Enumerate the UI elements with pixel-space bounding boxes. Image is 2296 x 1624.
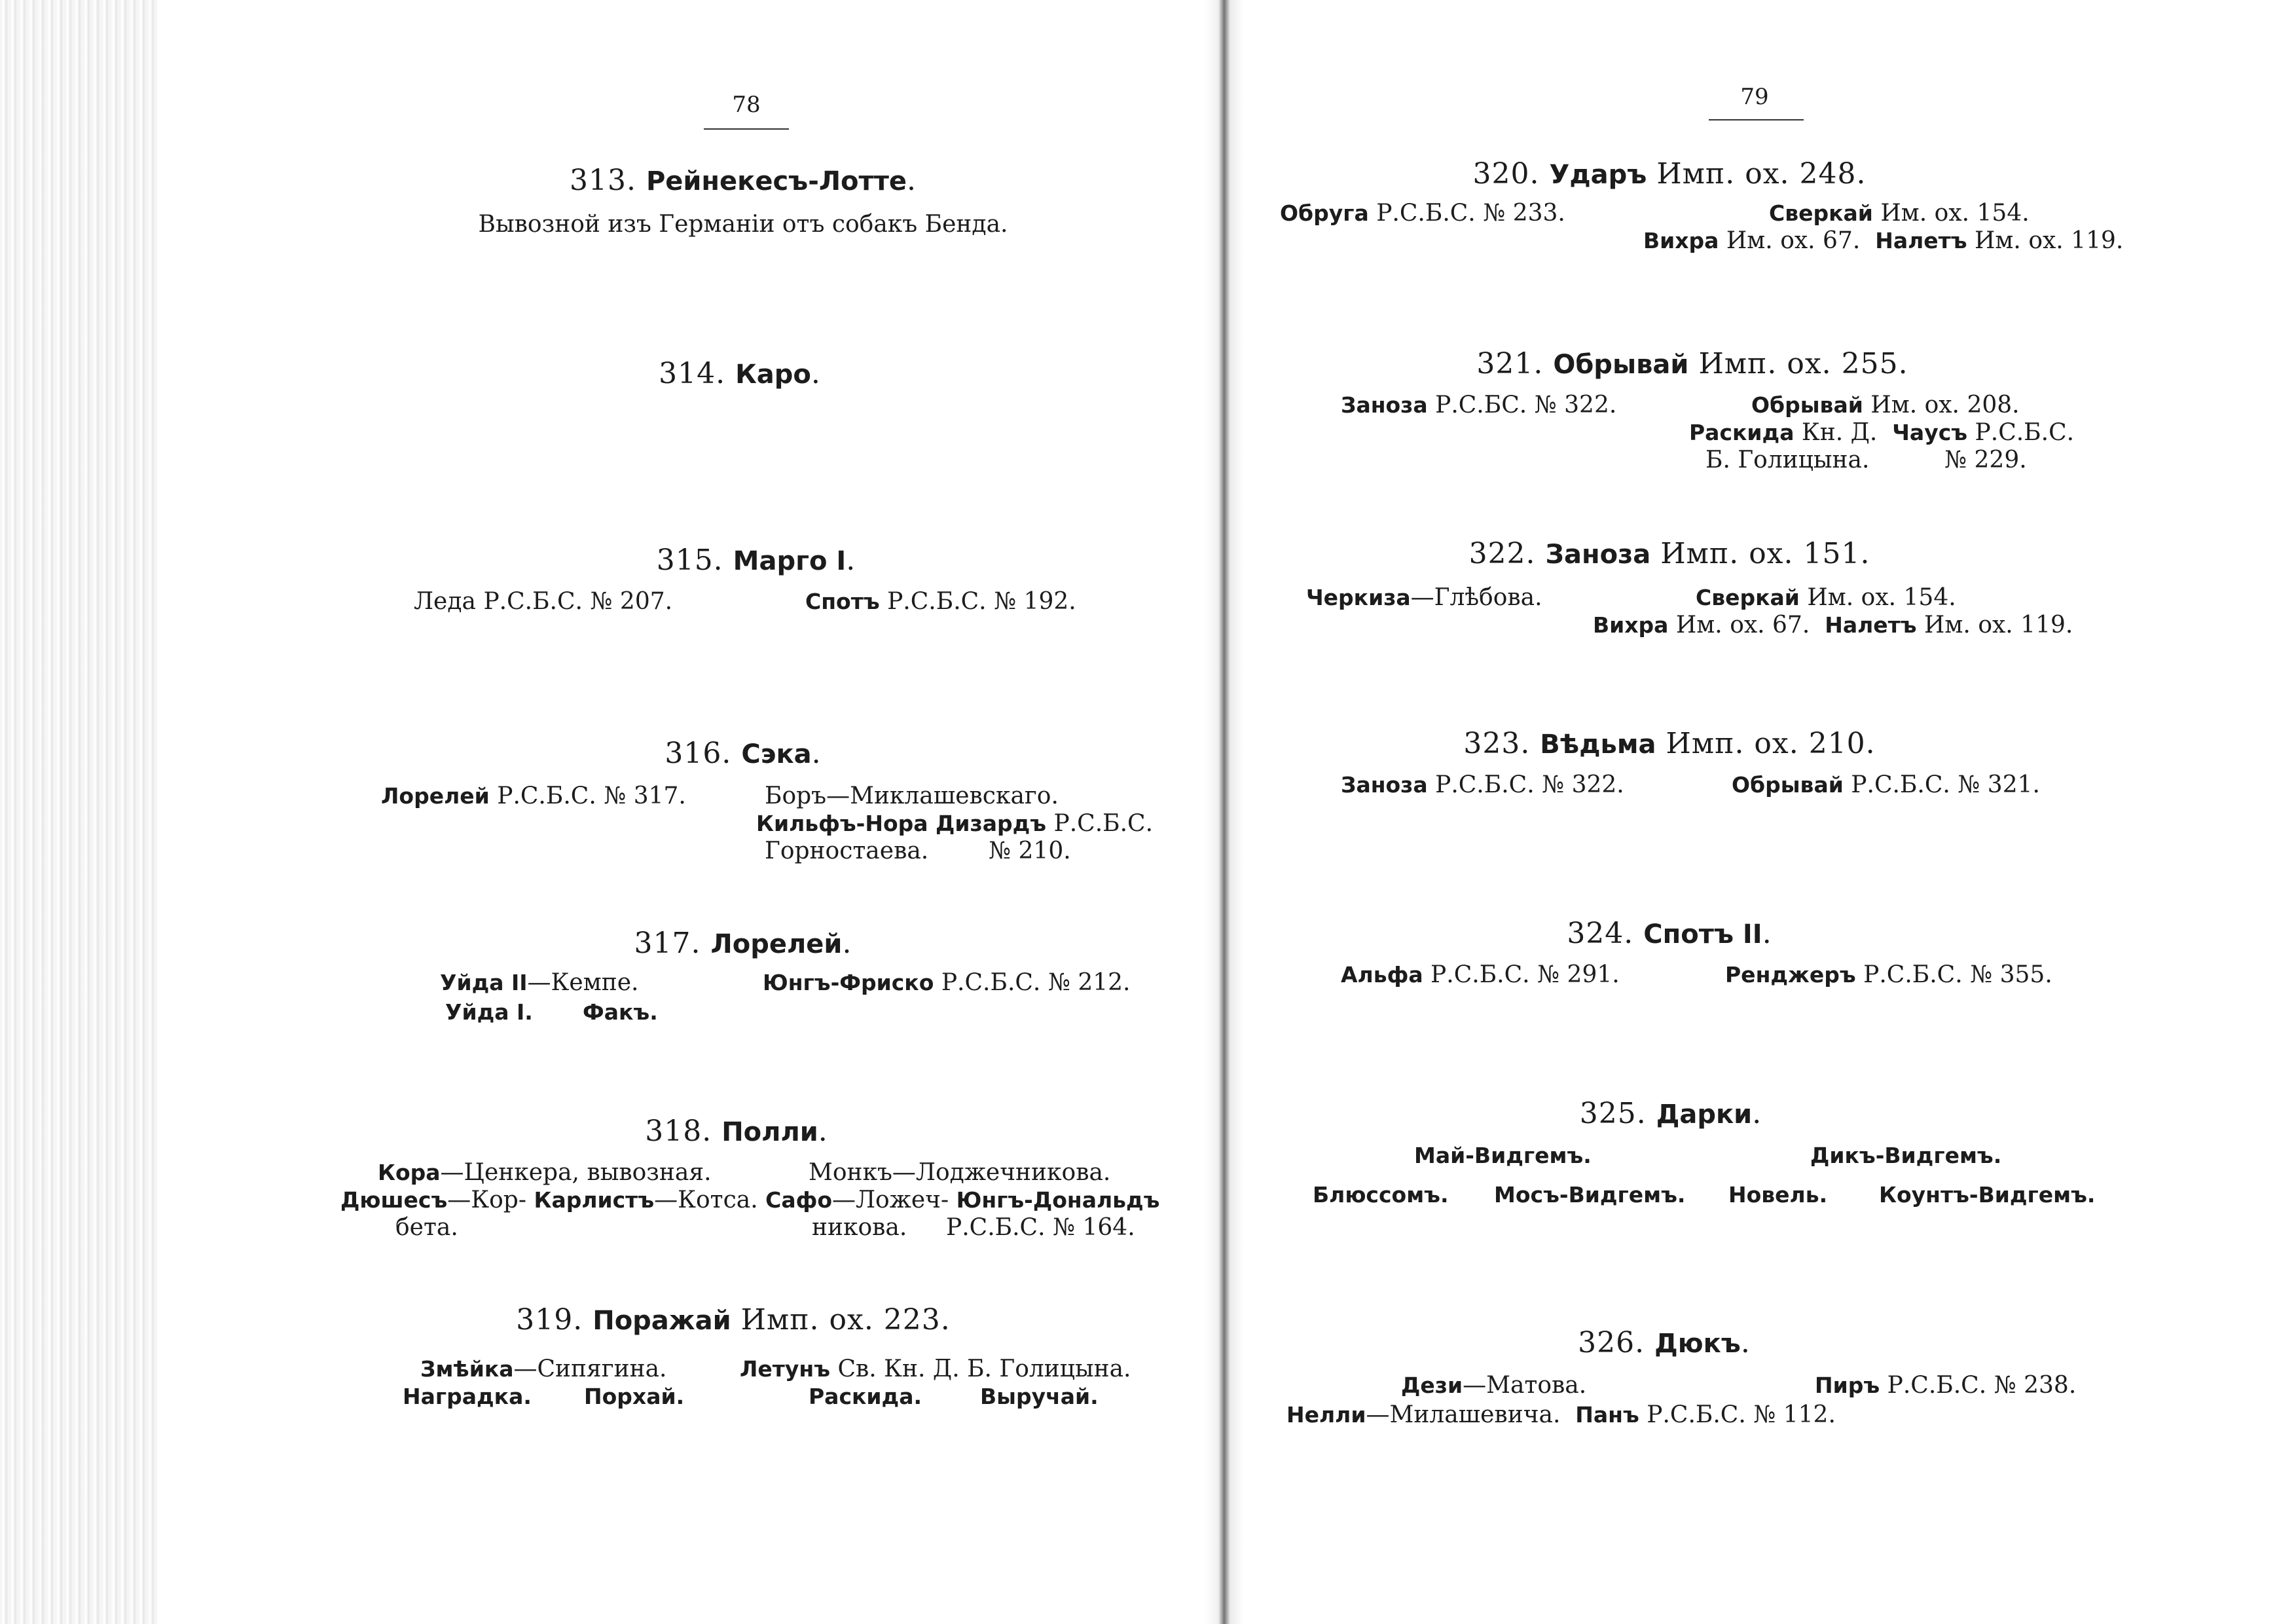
grandsire-name: Налетъ: [1825, 612, 1917, 638]
entry-title-319: [516, 1303, 951, 1337]
entry-number: 324.: [1567, 917, 1634, 950]
page-number: 78: [732, 92, 761, 118]
grandsire-name: Мосъ-Видгемъ.: [1494, 1182, 1686, 1208]
sire-name: Обрывай: [1732, 772, 1844, 798]
entry-title-316: [665, 737, 821, 770]
title-period: .: [811, 357, 821, 390]
entry-title-326: [1578, 1326, 1751, 1359]
granddam2: [809, 1383, 922, 1410]
granddam2-owner: —Ложеч-: [832, 1187, 949, 1213]
dam-name: Дези: [1401, 1373, 1463, 1398]
title-period: .: [846, 544, 856, 577]
dog-name: Обрывай: [1553, 350, 1689, 380]
dam-owner: —Матова.: [1463, 1372, 1587, 1399]
dam-name: Обруга: [1280, 200, 1369, 226]
grandsire2-registration: Р.С.Б.С. № 164.: [946, 1214, 1135, 1241]
entry-number: 321.: [1476, 347, 1544, 380]
dam-name: Черкиза: [1306, 585, 1411, 610]
granddam-name: Дюшесъ: [340, 1187, 448, 1213]
page-number: 79: [1740, 84, 1769, 110]
granddam-registration: Им. ох. 67.: [1726, 227, 1861, 254]
sire-name: Обрывай: [1751, 392, 1863, 418]
entry-title-324: [1567, 917, 1772, 950]
grandsire-name: Панъ: [1575, 1402, 1639, 1428]
dam: [1280, 200, 1565, 227]
entry-title-315: [657, 544, 856, 577]
entry-number: 315.: [656, 544, 723, 577]
granddam-owner: Горностаева.: [765, 838, 929, 864]
sire: [1815, 1372, 2076, 1399]
sire-owner: Св. Кн. Д. Б. Голицына.: [837, 1356, 1131, 1382]
entry-number: 326.: [1578, 1326, 1645, 1359]
page-number-rule: [1709, 119, 1804, 120]
grandsire-name: Чаусъ: [1892, 420, 1968, 445]
dog-name: Вѣдьма: [1540, 729, 1656, 760]
entry-title-323: [1463, 727, 1875, 760]
entry-number: 313.: [569, 164, 636, 197]
dam-name: Змѣйка: [420, 1356, 514, 1382]
dam-owner: —Кемпе.: [527, 969, 639, 996]
dam-registration: Р.С.Б.С. № 322.: [1435, 771, 1624, 798]
grandsire2-name: Юнгъ-Дональдъ: [956, 1187, 1160, 1213]
dam: [378, 1159, 712, 1186]
grandsire-name: Факъ.: [583, 999, 658, 1025]
granddam-name: Блюссомъ.: [1313, 1182, 1449, 1208]
entry-title-314: [659, 357, 821, 390]
kennel-registration: Имп. ох. 151.: [1660, 537, 1870, 570]
dam-name: Заноза: [1341, 772, 1428, 798]
entry-number: 317.: [634, 927, 701, 960]
grandsire-number: № 210.: [989, 838, 1071, 864]
dam-name: Май-Видгемъ.: [1414, 1143, 1592, 1168]
granddam-name: Нелли: [1286, 1402, 1366, 1428]
entry-number: 316.: [665, 737, 732, 770]
entry-title-321: [1476, 347, 1908, 380]
granddam-owner: Кн. Д.: [1801, 419, 1878, 446]
grandsire2: [980, 1383, 1099, 1410]
grandsire-name: Порхай.: [584, 1384, 685, 1409]
kennel-registration: Имп. ох. 223.: [740, 1303, 951, 1337]
granddam-owner-cont: Б. Голицына.: [1705, 447, 1870, 473]
right-page: [1224, 0, 2296, 1624]
granddam: [445, 999, 533, 1025]
page-number-rule: [704, 128, 789, 130]
title-period: .: [907, 164, 917, 197]
sire-registration: Р.С.Б.С. № 212.: [941, 969, 1131, 996]
sire-registration: Р.С.Б.С. № 238.: [1887, 1372, 2077, 1399]
sire-registration: Р.С.Б.С. № 192.: [887, 588, 1076, 615]
sire-registration: Р.С.Б.С. № 321.: [1851, 771, 2040, 798]
sire: [1696, 584, 1956, 611]
sire-name: Монкъ—Лоджечникова.: [809, 1159, 1111, 1186]
sire-registration: Им. ох. 154.: [1880, 200, 2030, 227]
dam: [1306, 584, 1542, 611]
sire-name: Сверкай: [1696, 585, 1800, 610]
granddam-name: Вихра: [1593, 612, 1669, 638]
granddam-name: Кильфъ-Нора: [756, 811, 928, 836]
granddam-name: Вихра: [1643, 228, 1719, 253]
kennel-registration: Имп. ох. 248.: [1656, 157, 1867, 191]
entry-title-325: [1580, 1097, 1762, 1130]
dam-registration: Р.С.Б.С. № 317.: [497, 783, 686, 809]
dam-registration: Р.С.Б.С. № 233.: [1376, 200, 1565, 227]
sire-name: Летунъ: [740, 1356, 831, 1382]
grandsire-name: Карлистъ: [534, 1187, 655, 1213]
title-period: .: [811, 737, 822, 770]
sire-registration: Им. ох. 208.: [1870, 392, 2020, 418]
grandsire2-name: Коунтъ-Видгемъ.: [1879, 1182, 2096, 1208]
dog-name: Дарки: [1656, 1099, 1753, 1130]
granddam2-name: Сафо: [765, 1187, 833, 1213]
dog-name: Полли: [721, 1117, 818, 1147]
title-period: .: [818, 1115, 828, 1148]
dog-name: Заноза: [1545, 540, 1651, 570]
entry-text-313: Вывозной изъ Германіи отъ собакъ Бенда.: [478, 211, 1008, 238]
grandsire-name: Дизардъ: [936, 811, 1047, 836]
dog-name: Марго I: [733, 546, 847, 576]
grandsire-registration: Р.С.Б.С. № 112.: [1647, 1401, 1836, 1428]
sire: [763, 969, 1130, 996]
dam-name: Кора: [378, 1160, 441, 1185]
kennel-registration: Имп. ох. 210.: [1666, 727, 1876, 760]
dog-name: Лорелей: [710, 929, 843, 959]
dam-registration: Р.С.Б.С. № 207.: [483, 588, 673, 615]
granddam2-owner-cont: никова.: [812, 1214, 907, 1241]
dam: [381, 783, 686, 809]
grandparents-row: [1286, 1401, 1836, 1428]
kennel-registration: Имп. ох. 255.: [1698, 347, 1908, 380]
dam: [1341, 771, 1624, 798]
grandparents-row: [1689, 419, 2074, 446]
entry-number: 314.: [659, 357, 726, 390]
title-period: .: [842, 927, 852, 960]
entry-title-317: [634, 927, 852, 960]
entry-number: 318.: [645, 1115, 712, 1148]
grandsire-registration: Им. ох. 119.: [1924, 612, 2073, 638]
sire: Боръ—Миклашевскаго.: [765, 783, 1059, 809]
title-period: .: [1762, 917, 1772, 950]
grandsire-registration: Им. ох. 119.: [1975, 227, 2124, 254]
dam: [1341, 392, 1616, 418]
grandparents-row: [1593, 612, 2073, 638]
granddam-owner: —Кор-: [447, 1187, 527, 1213]
dam: [414, 588, 672, 615]
entry-number: 322.: [1468, 537, 1536, 570]
dam: [1341, 961, 1620, 988]
granddam: [403, 1383, 532, 1410]
sire-name: Ренджеръ: [1725, 962, 1856, 987]
dog-name: Каро: [735, 360, 811, 390]
sire: [1769, 200, 2030, 227]
grandsire: [584, 1383, 684, 1410]
sire: [740, 1356, 1131, 1382]
entry-title-318: [645, 1115, 828, 1148]
granddam-name: Раскида: [1689, 420, 1795, 445]
granddam2-name: Раскида.: [809, 1384, 922, 1409]
grandsire-name: Налетъ: [1875, 228, 1967, 253]
sire: [805, 588, 1076, 615]
sire-registration: Р.С.Б.С. № 355.: [1863, 961, 2052, 988]
sire: [809, 1159, 1110, 1186]
title-period: .: [1752, 1097, 1762, 1130]
granddam2-name: Новель.: [1728, 1182, 1828, 1208]
sire-name: Спотъ: [805, 589, 880, 614]
dam: [420, 1356, 667, 1382]
title-period: .: [1740, 1326, 1751, 1359]
entry-number: 319.: [516, 1303, 583, 1337]
grandsire-number: № 229.: [1944, 447, 2027, 473]
granddam-name: Уйда I.: [445, 999, 533, 1025]
grandsire-owner: —Котса.: [654, 1187, 758, 1213]
dam-owner: —Ценкера, вывозная.: [440, 1159, 712, 1186]
dog-name: Сэка: [741, 739, 812, 769]
grandsire: [583, 999, 658, 1025]
entry-number: 320.: [1472, 157, 1540, 191]
dog-name: Дюкъ: [1654, 1329, 1741, 1359]
granddam-owner: —Милашевича.: [1366, 1401, 1561, 1428]
grandparents-row: [1643, 227, 2123, 254]
dam-name: Альфа: [1341, 962, 1423, 987]
dam-owner: —Глѣбова.: [1410, 584, 1542, 611]
sire-registration: Им. ох. 154.: [1807, 584, 1956, 611]
sire-name: Сверкай: [1769, 200, 1873, 226]
sire-name: Юнгъ-Фриско: [763, 970, 934, 995]
dam-registration: Р.С.БС. № 322.: [1435, 392, 1617, 418]
sire-name: Пиръ: [1815, 1373, 1880, 1398]
entry-title-322: [1469, 537, 1870, 570]
dam-name: Заноза: [1341, 392, 1428, 418]
granddam-name: Наградка.: [403, 1384, 532, 1409]
sire-name: Дикъ-Видгемъ.: [1810, 1143, 2002, 1168]
granddam-registration: Им. ох. 67.: [1675, 612, 1810, 638]
grandsire-registration: Р.С.Б.С.: [1975, 419, 2075, 446]
entry-number: 323.: [1463, 727, 1531, 760]
granddam-owner-cont: бета.: [395, 1214, 458, 1241]
entry-title-320: [1473, 157, 1867, 191]
dam-owner: —Сипягина.: [513, 1356, 667, 1382]
sire: [1751, 392, 2020, 418]
dam-name: Лорелей: [381, 783, 490, 809]
dam-name: Уйда II: [440, 970, 528, 995]
entry-number: 325.: [1579, 1097, 1647, 1130]
grandsire-registration: Р.С.Б.С.: [1053, 810, 1154, 837]
sire: [1725, 961, 2052, 988]
dog-name: Поражай: [592, 1306, 731, 1336]
dam: [440, 969, 638, 996]
dam-name: Леда: [414, 588, 476, 615]
grandparents-row: [340, 1187, 1159, 1213]
dam-registration: Р.С.Б.С. № 291.: [1430, 961, 1620, 988]
dog-name: Рейнекесъ-Лотте: [646, 166, 907, 196]
dog-name: Спотъ II: [1643, 919, 1762, 950]
dam: [1401, 1372, 1586, 1399]
entry-title-313: [570, 164, 917, 197]
dog-name: Ударъ: [1549, 160, 1647, 190]
grandsire2-name: Выручай.: [980, 1384, 1099, 1409]
sire: [1732, 771, 2040, 798]
grandparents-row: [756, 810, 1153, 837]
